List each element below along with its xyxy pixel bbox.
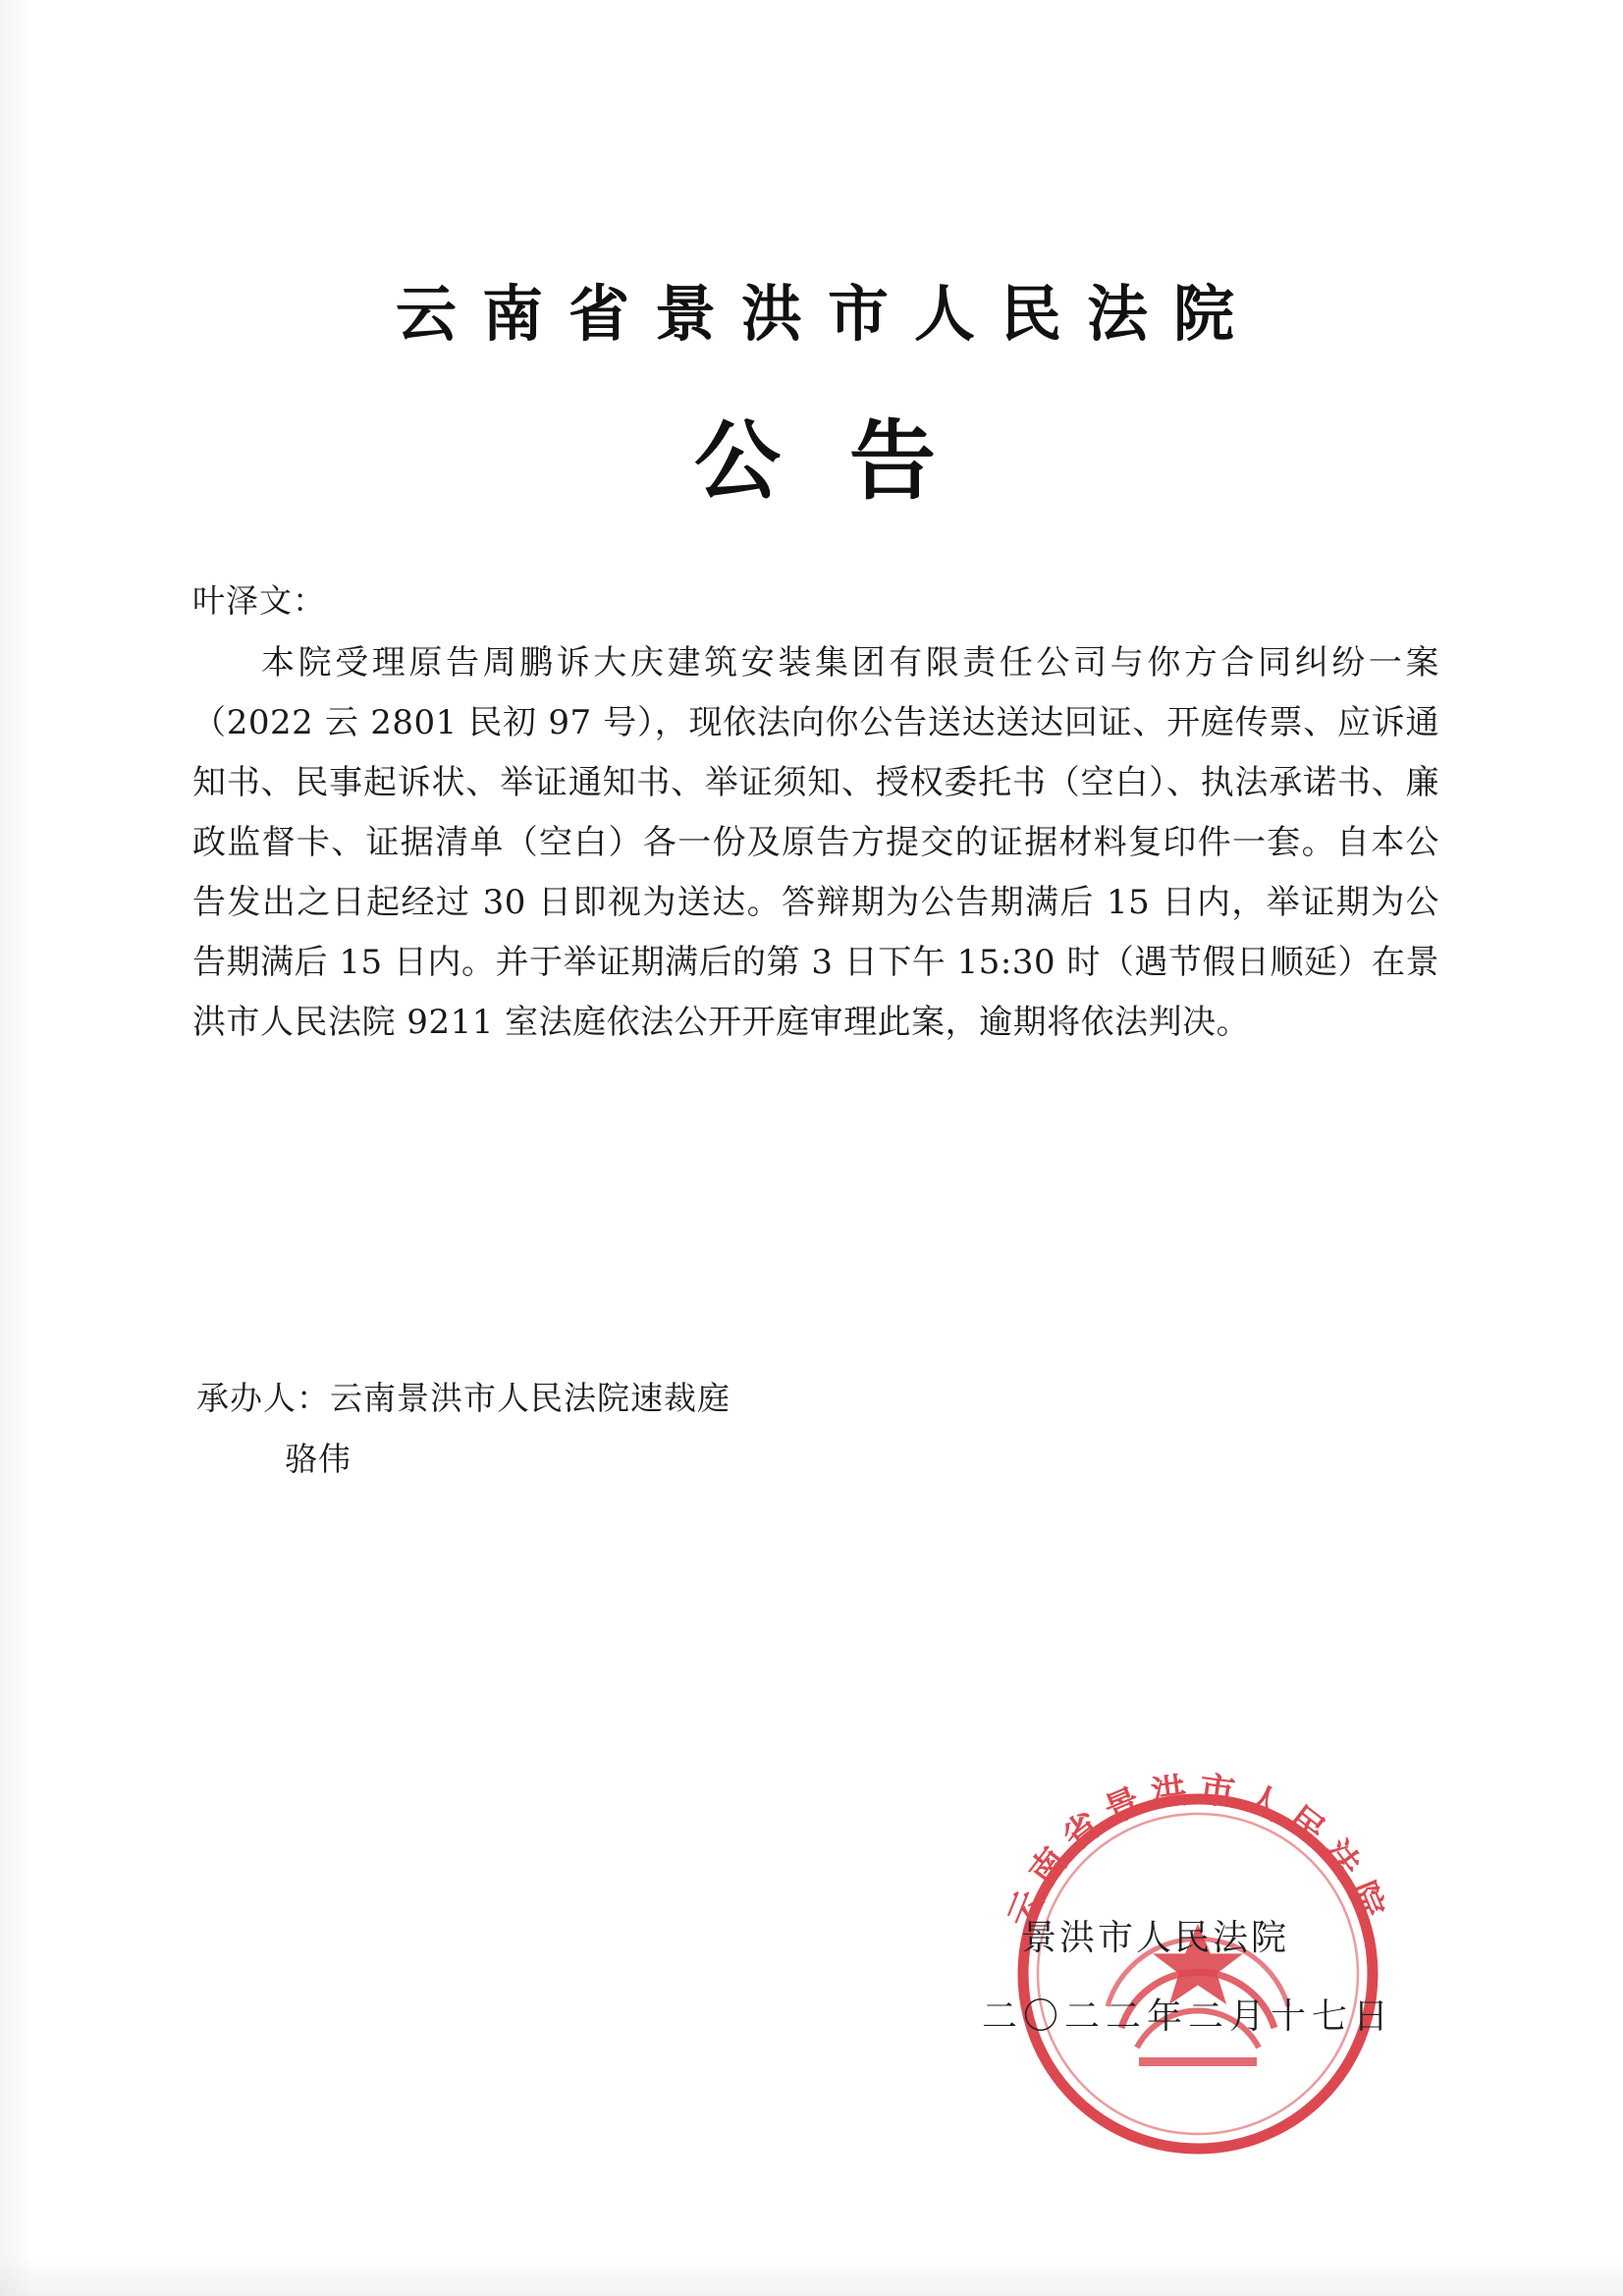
scan-edge-shadow [0,0,33,2296]
handler-name: 骆伟 [285,1440,352,1478]
official-seal [967,1743,1429,2205]
svg-text:云南省景洪市人民法院: 云南省景洪市人民法院 [1000,1768,1396,1934]
seal-stamp-icon [967,1743,1429,2205]
scan-bottom-shadow [0,2257,1623,2296]
document-type-heading: 公告 [693,410,1004,512]
handler-line: 承办人：云南景洪市人民法院速裁庭 [196,1379,730,1417]
signature-organization: 景洪市人民法院 [1021,1918,1290,1958]
addressee-line: 叶泽文： [192,581,326,620]
signature-date: 二〇二二年二月十七日 [982,1996,1395,2037]
announcement-paragraph: 本院受理原告周鹏诉大庆建筑安装集团有限责任公司与你方合同纠纷一案（2022 云 2801 民初 97 号），现依法向你公告送达送达回证、开庭传票、应诉通知书、民事起诉状、举证通知书、举证须知、授权委托书（空白）、执法承诺书、廉政监督卡、证据清单（空白）各一份及原告方提交的证据材料复印件一套。自本公告发出之日起经过 30 日即视为送达。答辩期为公告期满后 15 日内，举证期为公告期满后 15 日内。并于举证期满后的第 3 日下午 15:30 时（遇节假日顺延）在景洪市人民法院 9211 室法庭依法公开开庭审理此案，逾期将依法判决。 [192,643,1439,1042]
announcement-body [192,633,1439,1053]
court-title: 云南省景洪市人民法院 [395,278,1260,350]
